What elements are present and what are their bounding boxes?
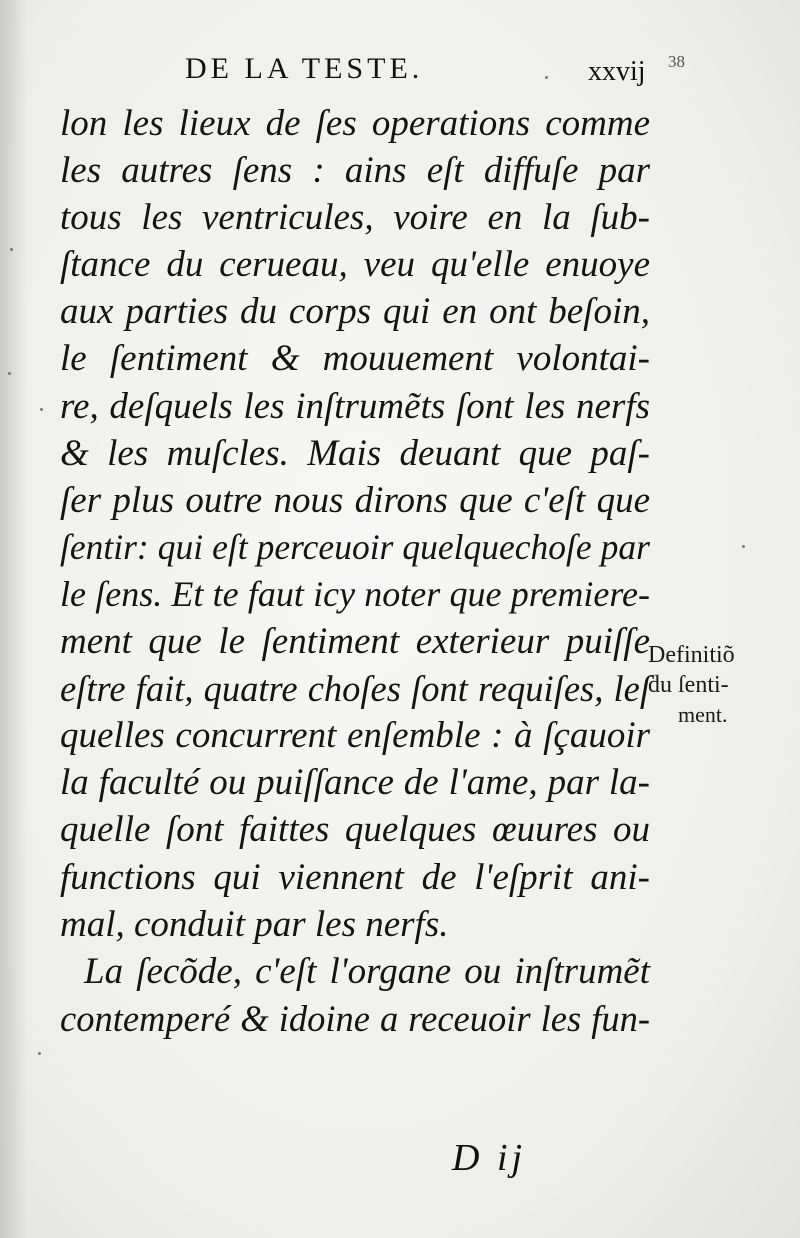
text-line: la faculté ou puiſſance de l'ame, par la- — [60, 762, 650, 804]
paper-speck — [545, 76, 548, 79]
paper-speck — [8, 372, 11, 375]
text-line: ment que le ſentiment exterieur puiſſe — [60, 621, 650, 663]
marginal-note-line: ment. — [678, 702, 728, 727]
paragraph-start-line: La ſecõde, c'eſt l'organe ou inſtrumẽt — [84, 950, 650, 992]
paper-speck — [40, 408, 43, 411]
marginal-note-line: du ſenti- — [648, 672, 729, 698]
text-line: tous les ventricules, voire en la ſub- — [60, 197, 650, 239]
pencil-folio-number: 38 — [668, 52, 685, 71]
text-line: aux parties du corps qui en ont beſoin, — [60, 291, 650, 333]
paper-speck — [10, 248, 13, 251]
paper-speck — [742, 545, 745, 548]
text-line: le ſens. Et te faut icy noter que premiere- — [60, 573, 650, 614]
text-line: contemperé & idoine a receuoir les fun- — [60, 997, 650, 1039]
marginal-note — [648, 640, 798, 730]
running-header: DE LA TESTE. — [185, 52, 424, 85]
text-line: ſer plus outre nous dirons que c'eſt que — [60, 479, 650, 521]
body-text — [60, 100, 650, 1042]
text-line: functions qui viennent de l'eſprit ani- — [60, 856, 650, 898]
text-line: ſtance du cerueau, veu qu'elle enuoye — [60, 244, 650, 286]
text-line: quelle ſont faittes quelques œuures ou — [60, 809, 650, 851]
paper-speck — [38, 1052, 41, 1055]
text-line: quelles concurrent enſemble : à ſçauoir — [60, 715, 650, 757]
signature-mark: D ij — [452, 1137, 527, 1179]
text-line: les autres ſens : ains eſt diffuſe par — [60, 150, 650, 192]
text-line: mal, conduit par les nerfs. — [60, 903, 449, 945]
text-line: eſtre fait, quatre choſes ſont requiſes, leſ — [60, 668, 650, 710]
text-line: lon les lieux de ſes operations comme — [60, 103, 650, 144]
marginal-note-line: Definitiõ — [648, 642, 735, 668]
text-line: le ſentiment & mouuement volontai- — [60, 338, 650, 380]
page-gutter-shadow — [0, 0, 28, 1238]
text-line: re, deſquels les inſtrumẽts ſont les nerfs — [60, 385, 650, 427]
text-line: ſentir: qui eſt perceuoir quelquechoſe par — [60, 526, 650, 567]
folio-number: xxvij — [588, 56, 646, 87]
text-line: & les muſcles. Mais deuant que paſ- — [60, 432, 650, 474]
